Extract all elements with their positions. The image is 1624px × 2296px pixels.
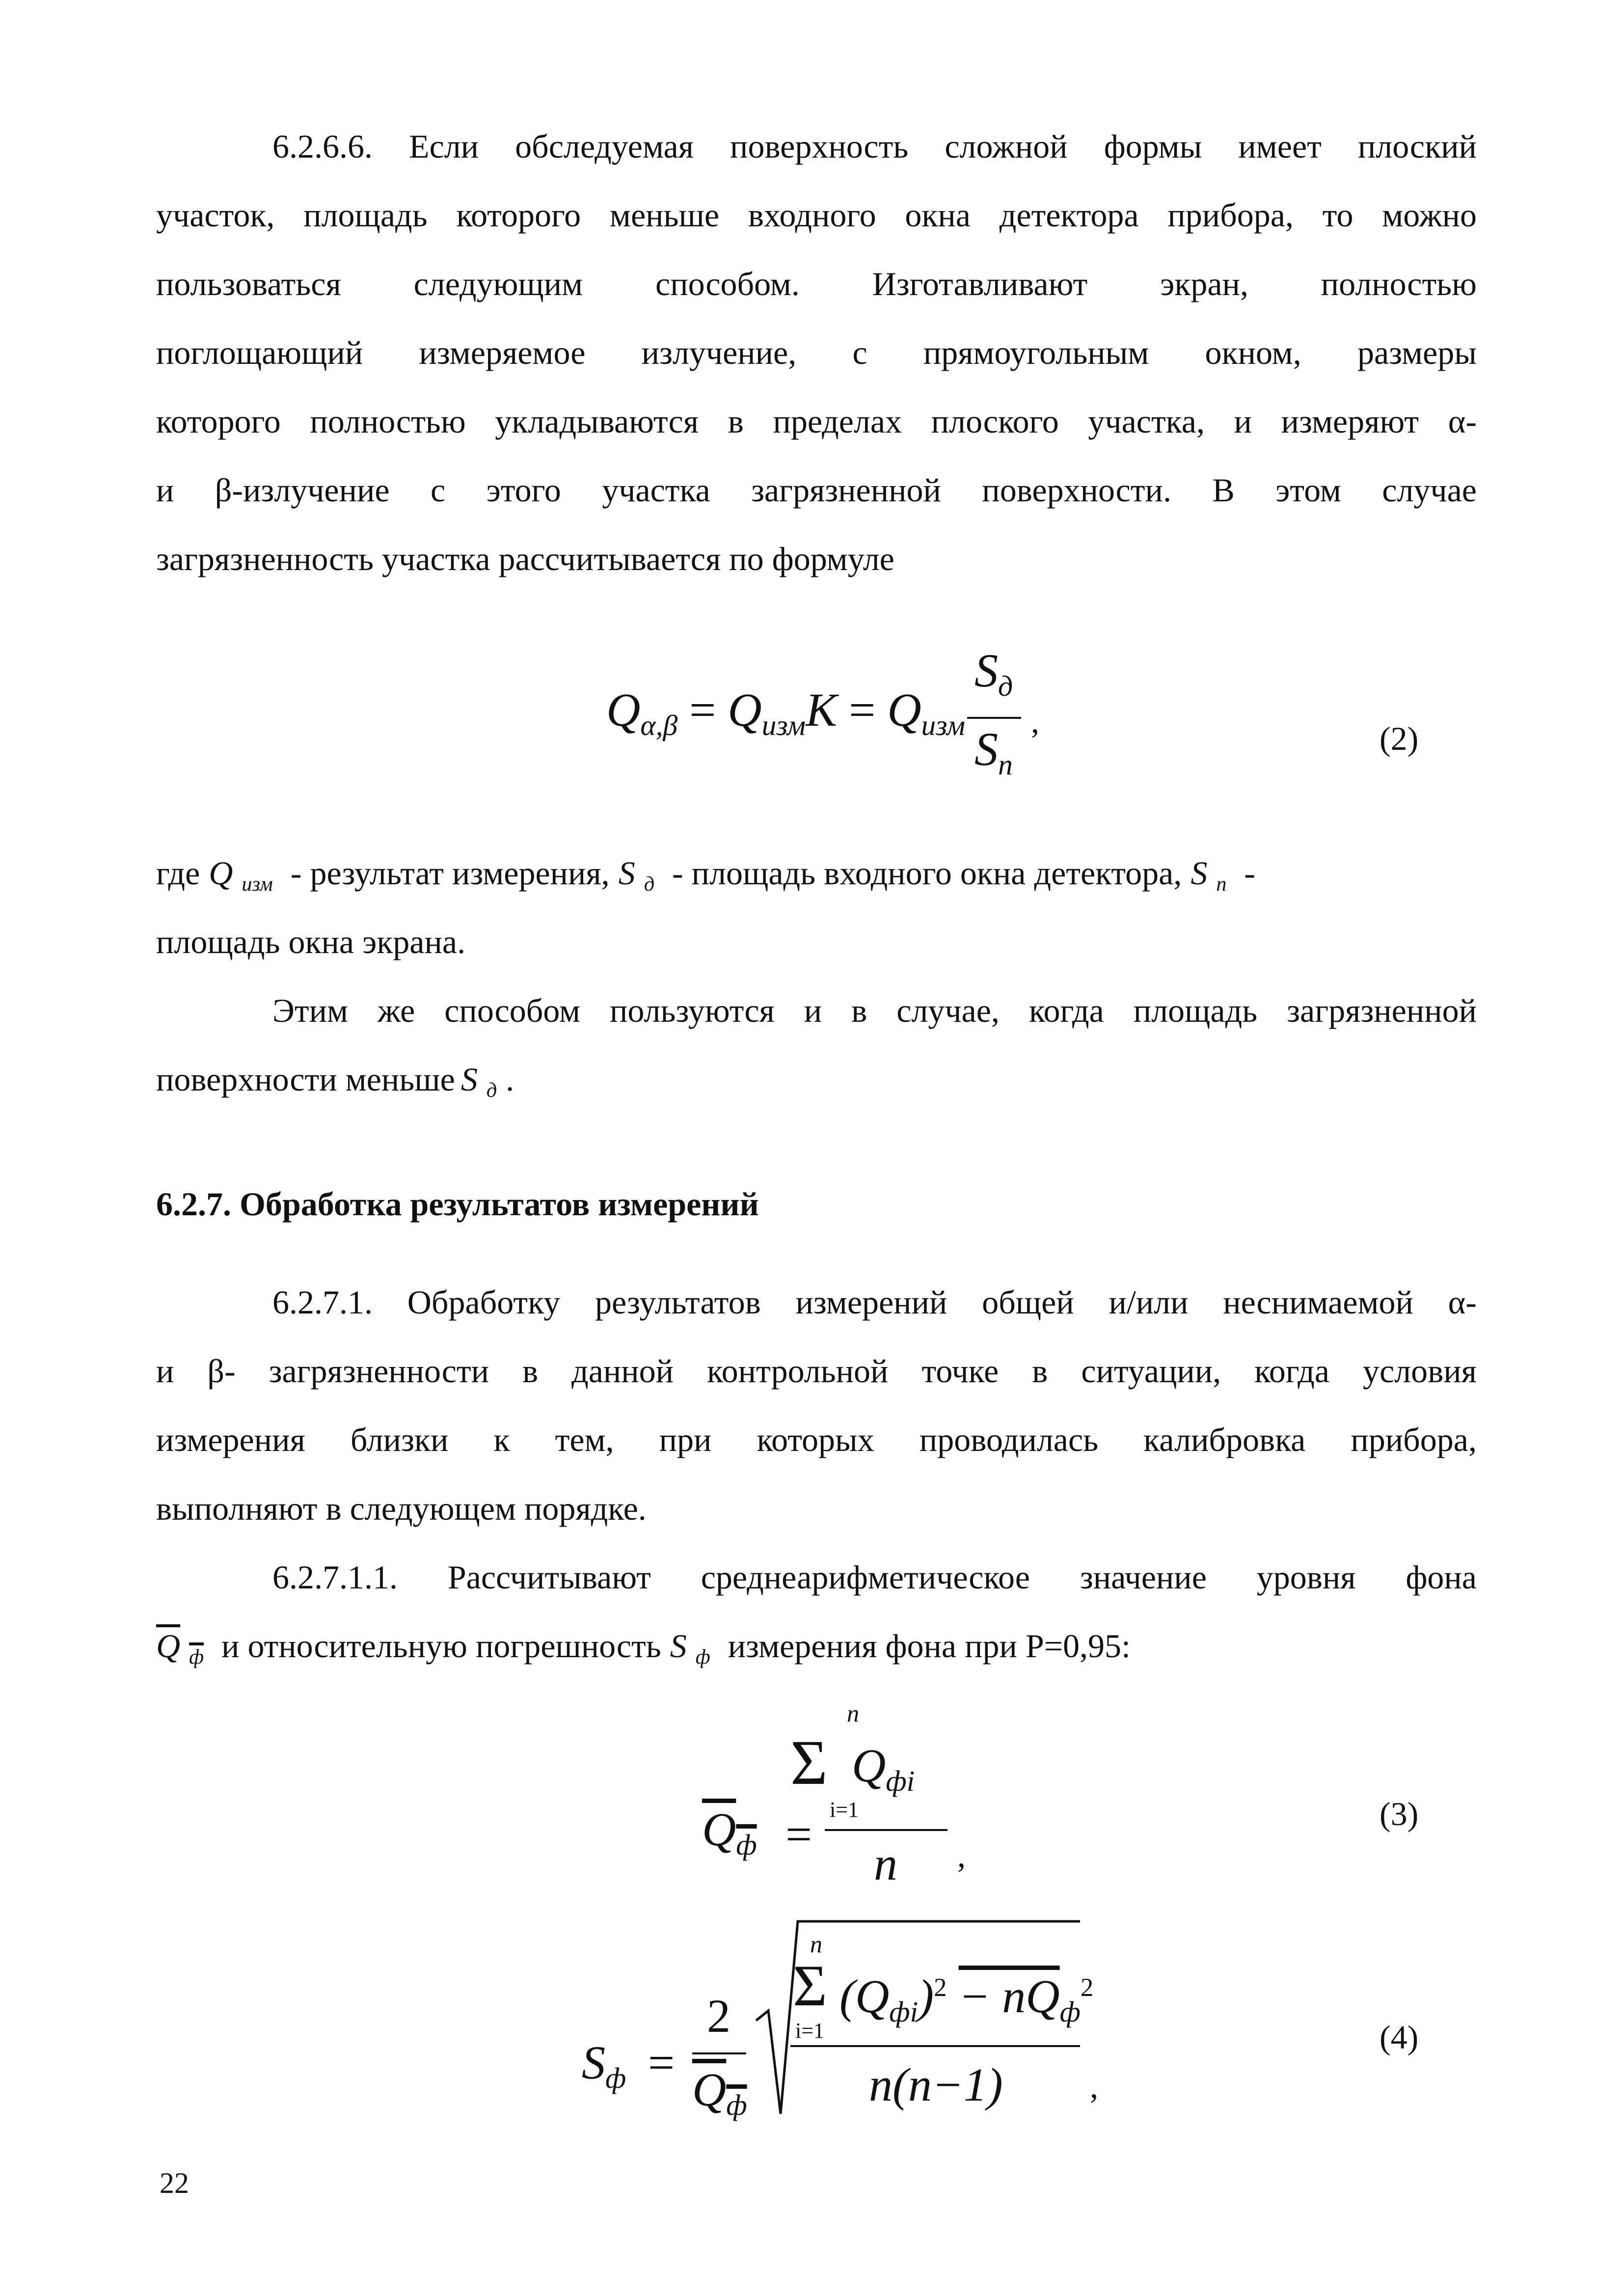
formula-3-sum-upper: n [847, 1699, 859, 1727]
formula-2-lhs: $Q_{\alpha,\beta} = Q_{изм}K = Q_{изм}$ [606, 683, 966, 742]
word: с [852, 334, 867, 371]
formula-3-lhs: $Q_ф$ [702, 1803, 757, 1861]
word: и [804, 992, 822, 1029]
word: которых [757, 1421, 874, 1458]
word: и [1234, 403, 1252, 440]
para1-line4 [156, 333, 1477, 372]
word: условия [1362, 1352, 1477, 1390]
formula-4-sum-lower: i=1 [795, 2019, 825, 2043]
para2-line2: поверхности меньше S $_д$ . [156, 1061, 514, 1102]
word: экран, [1160, 265, 1248, 302]
word: измерения [156, 1421, 305, 1458]
word: с [430, 471, 446, 509]
page-number: 22 [160, 2167, 189, 2199]
word: в [728, 403, 744, 440]
word: обследуемая [515, 128, 694, 165]
formula-3-number: (3) [1380, 1795, 1419, 1832]
formula-4-comma: , [1090, 2068, 1098, 2105]
word: случае [1382, 471, 1477, 509]
word: меньше [609, 196, 720, 234]
word: Изготавливают [872, 265, 1088, 302]
word: полностью [1321, 265, 1477, 302]
word: точке [921, 1352, 999, 1390]
word: 6.2.6.6. [272, 128, 373, 165]
word: имеет [1238, 128, 1322, 165]
word: следующим [413, 265, 583, 302]
word: окном, [1205, 334, 1301, 371]
word: участка [602, 471, 710, 509]
word: поверхности. [982, 471, 1171, 509]
word: измерений [795, 1284, 947, 1321]
word: можно [1382, 196, 1477, 234]
word: когда [1029, 992, 1104, 1029]
formula-4-denominator: n(n−1) [869, 2058, 1003, 2111]
formula-4-sigma: Σ [793, 1953, 827, 2018]
word: плоский [1357, 128, 1477, 165]
word: неснимаемой [1223, 1284, 1413, 1321]
word: ситуации, [1081, 1352, 1221, 1390]
word: этого [486, 471, 561, 509]
para3-line2 [156, 1351, 1477, 1391]
word: уровня [1256, 1558, 1356, 1596]
formula-2-number: (2) [1380, 720, 1419, 757]
section-heading: 6.2.7. Обработка результатов измерений [156, 1185, 759, 1223]
word: Этим [272, 992, 349, 1029]
word: в [1032, 1352, 1048, 1390]
word: данной [571, 1352, 674, 1390]
word: площадь [303, 196, 428, 234]
word: α- [1448, 403, 1477, 440]
word: которого [156, 403, 281, 440]
word: загрязненности [269, 1352, 489, 1390]
word: участка, [1088, 403, 1205, 440]
word: укладываются [495, 403, 699, 440]
para1-line2 [156, 195, 1477, 235]
word: пределах [773, 403, 902, 440]
word: контрольной [707, 1352, 889, 1390]
word: сложной [945, 128, 1068, 165]
formula-3-sigma: Σ [790, 1727, 828, 1798]
formula-4-sum-upper: n [810, 1930, 822, 1958]
word: к [493, 1421, 510, 1458]
word: то [1322, 196, 1353, 234]
word: Если [409, 128, 479, 165]
word: поглощающий [156, 334, 363, 371]
word: детектора [999, 196, 1139, 234]
word: и/или [1109, 1284, 1189, 1321]
para3-line3 [156, 1420, 1477, 1459]
word: загрязненной [751, 471, 941, 509]
word: результатов [595, 1284, 761, 1321]
word: Рассчитывают [447, 1558, 651, 1596]
word: способом. [655, 265, 800, 302]
para1-line1 [272, 127, 1477, 166]
formula-4-lhs: $S_ф$ [582, 2036, 626, 2095]
word: прибора, [1351, 1421, 1477, 1458]
word: поверхность [730, 128, 909, 165]
formula-4-coef-num: 2 [707, 1990, 731, 2042]
formula-2-numerator: $S_д$ [974, 644, 1013, 703]
para2-line1 [272, 991, 1477, 1030]
para1-line5 [156, 402, 1477, 441]
word: окна [905, 196, 971, 234]
formula-4-numerator: $(Q_{фi})^2 - nQ_ф^2$ [839, 1970, 1094, 2028]
word: формы [1104, 128, 1202, 165]
word: входного [748, 196, 876, 234]
para1-line3 [156, 264, 1477, 303]
formula-2-comma: , [1031, 703, 1039, 740]
para1-line7: загрязненность участка рассчитывается по формуле [156, 540, 894, 577]
formula-3-comma: , [957, 1837, 966, 1874]
word: прибора, [1167, 196, 1294, 234]
word: тем, [555, 1421, 614, 1458]
word: полностью [310, 403, 466, 440]
formula-3-sum-lower: i=1 [830, 1798, 859, 1822]
word: среднеарифметическое [701, 1558, 1030, 1596]
formula-3-equals: = [785, 1808, 812, 1860]
formula-3-fraction-bar [825, 1829, 947, 1831]
word: измеряемое [419, 334, 586, 371]
word: измеряют [1281, 403, 1419, 440]
where-line1: где Q $_{изм}$ - результат измерения, S $_д$ - площадь входного окна детектора, S $_п$ - [156, 854, 1256, 896]
word: же [378, 992, 415, 1029]
word: общей [982, 1284, 1074, 1321]
formula-3-denominator: n [874, 1837, 897, 1890]
word: при [659, 1421, 712, 1458]
word: которого [456, 196, 581, 234]
where-line2: площадь окна экрана. [156, 923, 466, 960]
formula-2-fraction-bar [967, 717, 1021, 719]
word: и [156, 471, 174, 509]
word: загрязненной [1287, 992, 1477, 1029]
word: этом [1275, 471, 1341, 509]
word: площадь [1133, 992, 1258, 1029]
formula-4-fraction-bar [790, 2045, 1080, 2047]
formula-4-equals: = [648, 2036, 675, 2089]
formula-4-number: (4) [1380, 2019, 1419, 2056]
word: близки [350, 1421, 449, 1458]
word: когда [1254, 1352, 1329, 1390]
word: излучение, [641, 334, 797, 371]
para3-line4: выполняют в следующем порядке. [156, 1490, 647, 1527]
word: пользуются [610, 992, 775, 1029]
word: в [522, 1352, 539, 1390]
word: значение [1080, 1558, 1207, 1596]
word: размеры [1357, 334, 1477, 371]
word: фона [1406, 1558, 1477, 1596]
word: в [851, 992, 867, 1029]
word: и [156, 1352, 174, 1390]
para4-line1 [272, 1558, 1477, 1597]
formula-4-coef-den: $Q_ф$ [692, 2063, 747, 2122]
word: случае, [896, 992, 1000, 1029]
word: пользоваться [156, 265, 341, 302]
para1-line6 [156, 470, 1477, 510]
word: проводилась [919, 1421, 1099, 1458]
para4-line2: Q $_ф$ и относительную погрешность S $_ф$ измерения фона при Р=0,95: [156, 1627, 1131, 1669]
word: участок, [156, 196, 275, 234]
formula-3-term: $Q_{фi}$ [852, 1739, 915, 1798]
word: способом [444, 992, 581, 1029]
word: калибровка [1143, 1421, 1306, 1458]
para3-line1 [272, 1283, 1477, 1322]
formula-4-coef-bar [692, 2052, 746, 2054]
word: 6.2.7.1.1. [272, 1558, 398, 1596]
formula-2-denominator: $S_п$ [974, 723, 1013, 781]
word: α- [1448, 1284, 1477, 1321]
word: β-излучение [215, 471, 390, 509]
word: β- [207, 1352, 236, 1390]
word: 6.2.7.1. [272, 1284, 373, 1321]
word: Обработку [407, 1284, 561, 1321]
word: В [1212, 471, 1235, 509]
word: прямоугольным [923, 334, 1149, 371]
word: плоского [931, 403, 1059, 440]
